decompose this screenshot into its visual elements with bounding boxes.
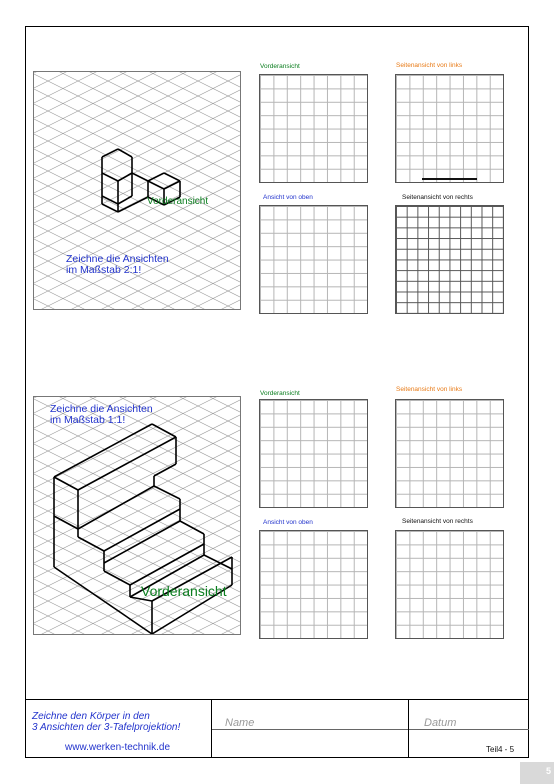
instruction-line-1: Zeichne die Ansichten: [50, 403, 153, 415]
right-view-grid-1[interactable]: [395, 205, 504, 314]
body-edge: [132, 197, 148, 205]
body-edge: [104, 571, 130, 585]
label-right-view-2: Seitenansicht von rechts: [402, 518, 473, 525]
body-edge: [102, 173, 118, 181]
front-view-tag-1: Vorderansicht: [147, 196, 209, 207]
instruction-text-1: [66, 254, 169, 276]
label-front-view-1: Vorderansicht: [260, 63, 300, 70]
front-view-grid-1[interactable]: [259, 74, 368, 183]
body-edge: [154, 486, 180, 499]
label-top-view-1: Ansicht von oben: [263, 194, 313, 201]
iso-grid-line: [34, 624, 241, 635]
iso-grid-line: [34, 299, 241, 310]
page-number-badge: 5: [520, 762, 554, 784]
iso-grid-line: [34, 594, 241, 635]
instruction-line-2: im Maßstab 1:1!: [50, 414, 126, 426]
body-edge: [118, 149, 132, 157]
right-view-grid-2[interactable]: [395, 530, 504, 639]
footer-task-line-2: 3 Ansichten der 3-Tafelprojektion!: [32, 722, 181, 733]
website-link[interactable]: www.werken-technik.de: [65, 742, 171, 753]
body-edge: [78, 486, 154, 529]
body-edge: [102, 204, 118, 212]
body-edge: [118, 205, 132, 212]
top-view-grid-2[interactable]: [259, 530, 368, 639]
label-top-view-2: Ansicht von oben: [263, 519, 313, 526]
body-edge: [204, 555, 232, 569]
label-right-view-1: Seitenansicht von rechts: [402, 194, 473, 201]
body-edge: [54, 516, 78, 529]
top-view-grid-1[interactable]: [259, 205, 368, 314]
isometric-grid-2: [34, 397, 241, 635]
name-label: Name: [225, 717, 255, 729]
instruction-line-1: Zeichne die Ansichten: [66, 253, 169, 265]
body-edge: [78, 537, 104, 551]
body-edge: [152, 424, 176, 437]
body-edge: [154, 464, 176, 476]
body-edge: [78, 437, 176, 490]
body-edge: [132, 173, 148, 181]
iso-grid-line: [34, 594, 241, 635]
front-view-grid-2[interactable]: [259, 399, 368, 508]
label-front-view-2: Vorderansicht: [260, 390, 300, 397]
front-view-tag-2: Vorderansicht: [141, 583, 227, 599]
iso-grid-line: [34, 72, 241, 148]
date-line: [409, 729, 529, 730]
iso-grid-line: [34, 624, 241, 635]
iso-grid-line: [34, 72, 241, 148]
name-line: [212, 729, 408, 730]
footer-task-line-1: Zeichne den Körper in den: [32, 711, 150, 722]
body-edge: [164, 173, 180, 181]
footer-task-text: [32, 711, 180, 733]
body-edge: [102, 149, 118, 157]
left-view-grid-2[interactable]: [395, 399, 504, 508]
page-reference: Teil4 - 5: [486, 745, 515, 754]
iso-grid-line: [34, 299, 241, 310]
instruction-line-2: im Maßstab 2:1!: [66, 264, 142, 276]
date-label: Datum: [424, 717, 457, 729]
label-left-view-1: Seitenansicht von links: [396, 62, 463, 69]
drawn-line-left-view-1: [422, 178, 477, 180]
body-edge: [148, 181, 164, 189]
left-view-grid-1[interactable]: [395, 74, 504, 183]
iso-grid-line: [34, 72, 241, 103]
label-left-view-2: Seitenansicht von links: [396, 386, 463, 393]
footer-top-rule: [25, 699, 529, 700]
body-edge: [118, 196, 132, 204]
body-edge: [104, 521, 180, 563]
iso-drawing-area-2: [33, 396, 241, 635]
instruction-text-2: [50, 404, 153, 426]
